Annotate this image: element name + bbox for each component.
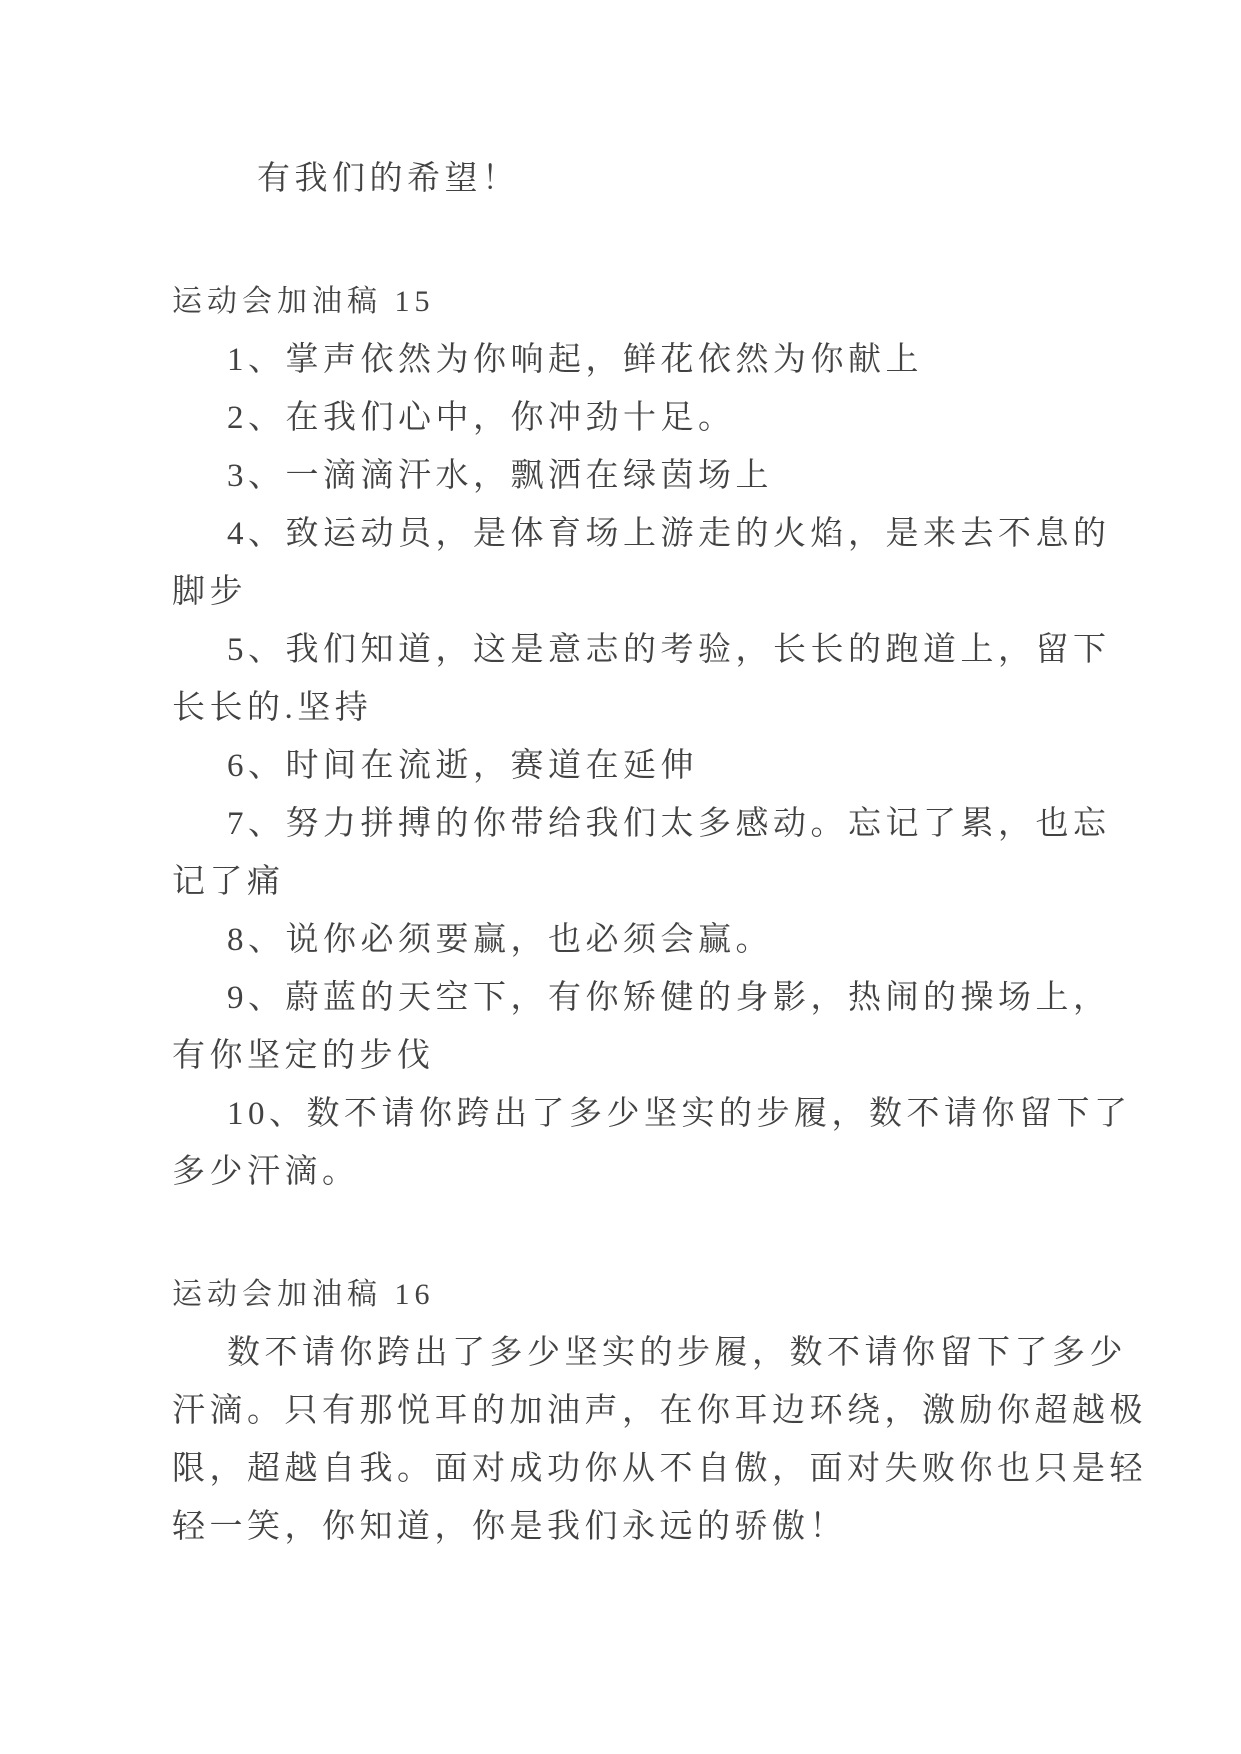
section-15-item-5-line-2: 长长的.坚持 [172,690,373,726]
leading-paragraph-fragment: 有我们的希望！ [257,161,520,197]
section-15-item-1-line-1: 1、掌声依然为你响起，鲜花依然为你献上 [227,342,923,378]
section-15-item-10-line-1: 10、数不请你跨出了多少坚实的步履，数不请你留下了 [227,1096,1132,1132]
section-16-heading: 运动会加油稿 16 [172,1278,435,1311]
section-15-item-3-line-1: 3、一滴滴汗水，飘洒在绿茵场上 [227,458,773,494]
section-16-paragraph-line-1: 数不请你跨出了多少坚实的步履，数不请你留下了多少 [227,1335,1127,1371]
section-15-item-7-line-2: 记了痛 [172,864,285,900]
section-15-item-9-line-2: 有你坚定的步伐 [172,1038,435,1074]
section-15-item-8-line-1: 8、说你必须要赢，也必须会赢。 [227,922,773,958]
section-15-item-4-line-1: 4、致运动员，是体育场上游走的火焰，是来去不息的 [227,516,1111,552]
section-15-item-7-line-1: 7、努力拼搏的你带给我们太多感动。忘记了累，也忘 [227,806,1111,842]
section-15-item-2-line-1: 2、在我们心中，你冲劲十足。 [227,400,736,436]
section-16-paragraph-line-4: 轻一笑，你知道，你是我们永远的骄傲！ [172,1509,847,1545]
section-15-item-4-line-2: 脚步 [172,574,247,610]
section-16-paragraph-line-3: 限，超越自我。面对成功你从不自傲，面对失败你也只是轻 [172,1451,1147,1487]
section-15-heading: 运动会加油稿 15 [172,285,435,318]
section-16-paragraph-line-2: 汗滴。只有那悦耳的加油声，在你耳边环绕，激励你超越极 [172,1393,1147,1429]
section-15-item-5-line-1: 5、我们知道，这是意志的考验，长长的跑道上，留下 [227,632,1111,668]
section-15-item-10-line-2: 多少汗滴。 [172,1154,360,1190]
section-15-item-6-line-1: 6、时间在流逝，赛道在延伸 [227,748,698,784]
section-15-item-9-line-1: 9、蔚蓝的天空下，有你矫健的身影，热闹的操场上， [227,980,1111,1016]
